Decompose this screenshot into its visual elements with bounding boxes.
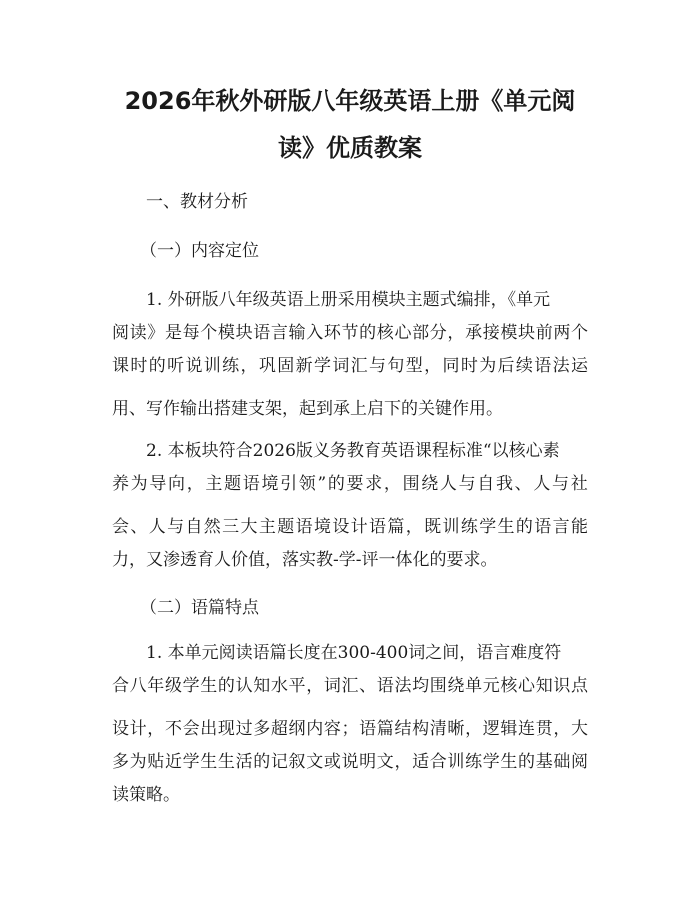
paragraph-1-line-2: 阅读》是每个模块语言输入环节的核心部分，承接模块前两个 [112, 323, 589, 343]
paragraph-1-line-3: 课时的听说训练，巩固新学词汇与句型，同时为后续语法运 [112, 356, 590, 376]
paragraph-2-line-4: 力，又渗透育人价值，落实教-学-评一体化的要求。 [112, 550, 498, 570]
paragraph-2-line-1: 2. 本板块符合2026版义务教育英语课程标准“以核心素 [146, 441, 560, 461]
paragraph-3-line-4: 多为贴近学生生活的记叙文或说明文，适合训练学生的基础阅 [112, 752, 589, 772]
paragraph-2-line-3: 会、人与自然三大主题语境设计语篇，既训练学生的语言能 [112, 517, 590, 537]
document-title-line-1: 2026年秋外研版八年级英语上册《单元阅 [124, 87, 576, 115]
subsection-heading-text-features: （二）语篇特点 [140, 598, 259, 618]
paragraph-1-line-4: 用、写作输出搭建支架，起到承上启下的关键作用。 [112, 399, 503, 419]
paragraph-3-line-3: 设计，不会出现过多超纲内容；语篇结构清晰，逻辑连贯，大 [112, 719, 589, 739]
subsection-heading-content-position: （一）内容定位 [140, 241, 259, 261]
paragraph-3-line-2: 合八年级学生的认知水平，词汇、语法均围绕单元核心知识点 [112, 676, 589, 696]
section-heading-textbook-analysis: 一、教材分析 [146, 192, 248, 212]
document-title-line-2: 读》优质教案 [278, 134, 422, 162]
paragraph-3-line-1: 1. 本单元阅读语篇长度在300-400词之间，语言难度符 [146, 643, 562, 663]
paragraph-2-line-2: 养为导向，主题语境引领”的要求，围绕人与自我、人与社 [112, 474, 590, 494]
paragraph-1-line-1: 1. 外研版八年级英语上册采用模块主题式编排，《单元 [146, 290, 551, 310]
paragraph-3-line-5: 读策略。 [112, 785, 180, 805]
